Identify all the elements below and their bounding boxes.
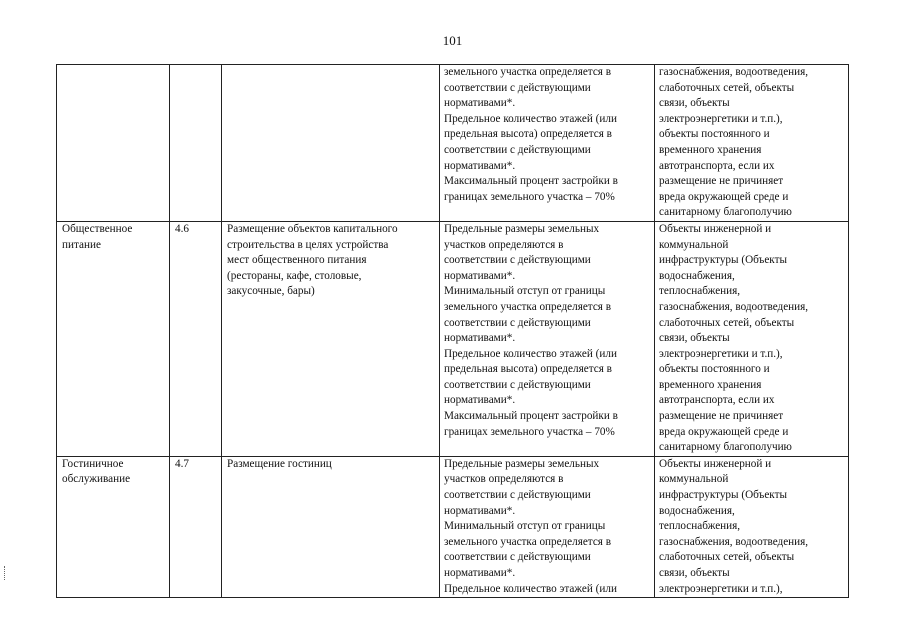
text-line: Максимальный процент застройки в xyxy=(444,175,618,188)
use-name-cell xyxy=(57,65,170,222)
land-use-table xyxy=(56,64,849,598)
text-line: мест общественного питания xyxy=(227,254,367,267)
use-code: 4.6 xyxy=(175,222,189,235)
text-line: инфраструктуры (Объекты xyxy=(659,254,788,267)
text-line: нормативами*. xyxy=(444,97,516,110)
use-name-cell xyxy=(57,221,170,456)
text-line: участков определяются в xyxy=(444,238,564,251)
text-line: коммунальной xyxy=(659,473,729,486)
text-line: соответствии с действующими xyxy=(444,551,591,564)
text-line: соответствии с действующими xyxy=(444,316,591,329)
text-line: соответствии с действующими xyxy=(444,81,591,94)
text-line: Размещение гостиниц xyxy=(227,457,332,470)
table-row-continuation xyxy=(57,65,849,222)
text-line: земельного участка определяется в xyxy=(444,300,612,313)
text-line: Предельные размеры земельных xyxy=(444,457,600,470)
text-line: Размещение объектов капитального xyxy=(227,222,398,235)
text-line: газоснабжения, водоотведения, xyxy=(659,535,809,548)
text-line: временного хранения xyxy=(659,378,762,391)
use-name-cell xyxy=(57,456,170,597)
use-code-cell xyxy=(170,65,222,222)
text-line: газоснабжения, водоотведения, xyxy=(659,300,809,313)
use-code: 4.7 xyxy=(175,457,189,470)
text-line: теплоснабжения, xyxy=(659,285,741,298)
text-line: электроэнергетики и т.п.), xyxy=(659,582,783,595)
text-line: водоснабжения, xyxy=(659,269,735,282)
text-line: санитарному благополучию xyxy=(659,441,792,454)
text-line: нормативами*. xyxy=(444,567,516,579)
text-line: связи, объекты xyxy=(659,332,730,345)
text-line: объекты постоянного и xyxy=(659,128,770,141)
text-line: теплоснабжения, xyxy=(659,520,741,533)
text-line: Минимальный отступ от границы xyxy=(444,285,606,298)
text-line: коммунальной xyxy=(659,238,729,251)
text-line: соответствии с действующими xyxy=(444,143,591,156)
text-line: электроэнергетики и т.п.), xyxy=(659,112,783,125)
text-line: границах земельного участка – 70% xyxy=(444,425,615,438)
use-code-cell xyxy=(170,221,222,456)
text-line: (рестораны, кафе, столовые, xyxy=(227,269,362,282)
text-line: связи, объекты xyxy=(659,567,730,579)
text-line: вреда окружающей среде и xyxy=(659,190,789,203)
text-line: нормативами*. xyxy=(444,269,516,282)
text-line: Гостиничное xyxy=(62,457,124,470)
text-line: предельная высота) определяется в xyxy=(444,128,612,141)
text-line: Объекты инженерной и xyxy=(659,222,772,235)
text-line: нормативами*. xyxy=(444,394,516,407)
text-line: Максимальный процент застройки в xyxy=(444,410,618,423)
text-line: границах земельного участка – 70% xyxy=(444,190,615,203)
text-line: санитарному благополучию xyxy=(659,206,792,219)
text-line: питание xyxy=(62,238,101,251)
text-line: вреда окружающей среде и xyxy=(659,425,789,438)
auxiliary-objects-cell xyxy=(655,456,849,597)
text-line: строительства в целях устройства xyxy=(227,238,389,251)
text-line: размещение не причиняет xyxy=(659,410,784,423)
text-line: Предельное количество этажей (или xyxy=(444,582,617,595)
page-number: 101 xyxy=(442,33,463,48)
text-line: Минимальный отступ от границы xyxy=(444,520,606,533)
text-line: размещение не причиняет xyxy=(659,175,784,188)
text-line: слаботочных сетей, объекты xyxy=(659,81,795,94)
use-description-cell xyxy=(222,65,440,222)
text-line: электроэнергетики и т.п.), xyxy=(659,347,783,360)
text-line: временного хранения xyxy=(659,143,762,156)
text-line: Предельные размеры земельных xyxy=(444,222,600,235)
table-row-public-catering xyxy=(57,221,849,456)
parameters-cell xyxy=(440,456,655,597)
auxiliary-objects-cell xyxy=(655,65,849,222)
text-line: участков определяются в xyxy=(444,473,564,486)
text-line: предельная высота) определяется в xyxy=(444,363,612,376)
text-line: обслуживание xyxy=(62,473,131,486)
text-line: соответствии с действующими xyxy=(444,254,591,267)
text-line: нормативами*. xyxy=(444,332,516,345)
text-line: Объекты инженерной и xyxy=(659,457,772,470)
text-line: нормативами*. xyxy=(444,159,516,172)
text-line: газоснабжения, водоотведения, xyxy=(659,66,809,78)
scan-edge-mark xyxy=(4,566,7,580)
text-line: инфраструктуры (Объекты xyxy=(659,489,788,502)
parameters-cell xyxy=(440,221,655,456)
use-code-cell xyxy=(170,456,222,597)
text-line: соответствии с действующими xyxy=(444,378,591,391)
text-line: закусочные, бары) xyxy=(227,285,315,298)
text-line: земельного участка определяется в xyxy=(444,535,612,548)
text-line: автотранспорта, если их xyxy=(659,394,775,407)
text-line: слаботочных сетей, объекты xyxy=(659,551,795,564)
table-row-hotel-services xyxy=(57,456,849,597)
text-line: Общественное xyxy=(62,222,133,235)
text-line: водоснабжения, xyxy=(659,504,735,517)
use-description-cell xyxy=(222,221,440,456)
auxiliary-objects-cell xyxy=(655,221,849,456)
use-description-cell xyxy=(222,456,440,597)
text-line: связи, объекты xyxy=(659,97,730,110)
text-line: Предельное количество этажей (или xyxy=(444,112,617,125)
text-line: автотранспорта, если их xyxy=(659,159,775,172)
text-line: слаботочных сетей, объекты xyxy=(659,316,795,329)
text-line: соответствии с действующими xyxy=(444,489,591,502)
text-line: земельного участка определяется в xyxy=(444,66,612,78)
parameters-cell xyxy=(440,65,655,222)
text-line: объекты постоянного и xyxy=(659,363,770,376)
text-line: Предельное количество этажей (или xyxy=(444,347,617,360)
text-line: нормативами*. xyxy=(444,504,516,517)
